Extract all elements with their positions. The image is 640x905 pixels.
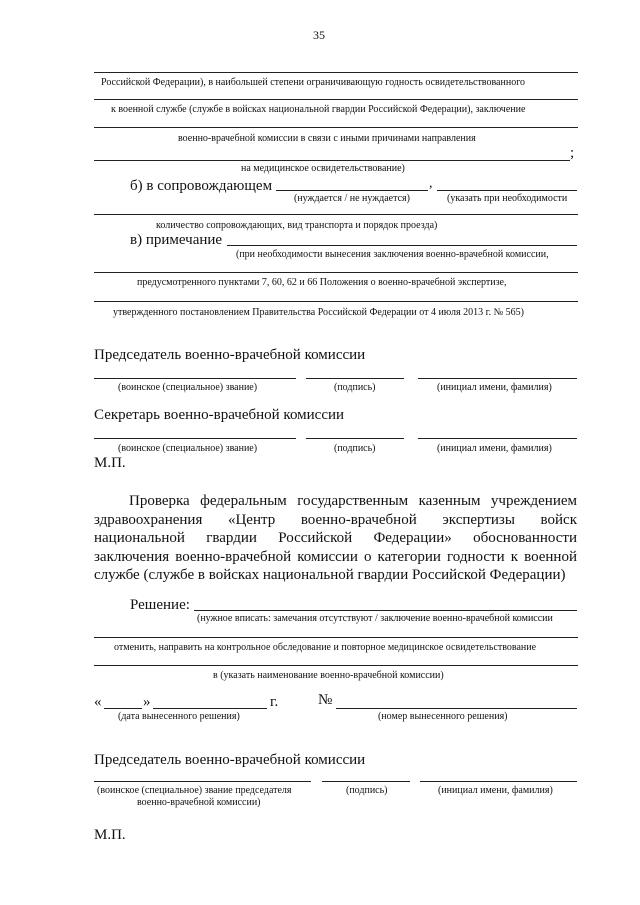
page-number: 35 xyxy=(313,28,325,42)
fill-line xyxy=(94,99,578,100)
semicolon: ; xyxy=(570,145,575,161)
item-v-hint-2: предусмотренного пунктами 7, 60, 62 и 66 Положения о военно-врачебной экспертизе, xyxy=(137,277,507,288)
item-v-hint-3: утвержденного постановлением Правительства Российской Федерации от 4 июля 2013 г. № 565) xyxy=(113,307,524,318)
chairman2-name-hint: (инициал имени, фамилия) xyxy=(438,785,553,796)
item-b-label: б) в сопровождающем xyxy=(130,178,273,194)
number-sign: № xyxy=(318,692,333,708)
fill-line[interactable] xyxy=(94,665,578,666)
year-suffix: г. xyxy=(270,694,279,710)
item-v-hint-1: (при необходимости вынесения заключения военно-врачебной комиссии, xyxy=(236,249,549,260)
secretary-signature-field[interactable] xyxy=(306,438,404,439)
secretary-title: Секретарь военно-врачебной комиссии xyxy=(94,407,345,423)
fill-line[interactable] xyxy=(94,301,578,302)
quote-open: « xyxy=(94,694,102,710)
check-paragraph-line-2: здравоохранения «Центр военно-врачебной экспертизы войск xyxy=(94,512,577,528)
fill-line[interactable] xyxy=(94,214,578,215)
chairman2-name-field[interactable] xyxy=(420,781,577,782)
chairman-name-hint: (инициал имени, фамилия) xyxy=(437,382,552,393)
decision-number-field[interactable] xyxy=(336,708,577,709)
item-b-hint-3: количество сопровождающих, вид транспорта и порядок проезда) xyxy=(156,220,438,231)
check-paragraph-line-3: национальной гвардии Российской Федерации» обоснованности xyxy=(94,530,577,546)
chairman2-signature-field[interactable] xyxy=(322,781,410,782)
month-year-field[interactable] xyxy=(153,708,267,709)
item-b-hint-2: (указать при необходимости xyxy=(447,193,568,204)
accompany-need-field[interactable] xyxy=(276,190,428,191)
chairman-signature-hint: (подпись) xyxy=(334,382,376,393)
top-text-line-4: на медицинское освидетельствование) xyxy=(241,163,405,174)
item-b-hint-1: (нуждается / не нуждается) xyxy=(294,193,410,204)
secretary-signature-hint: (подпись) xyxy=(334,443,376,454)
fill-line[interactable] xyxy=(94,637,578,638)
number-hint: (номер вынесенного решения) xyxy=(378,711,508,722)
fill-line xyxy=(94,160,570,161)
check-paragraph-line-4: заключения военно-врачебной комиссии о категории годности к военной xyxy=(94,549,577,565)
top-text-line-2: к военной службе (службе в войсках национальной гвардии Российской Федерации), заключение xyxy=(111,104,526,115)
chairman2-rank-hint-1: (воинское (специальное) звание председателя xyxy=(97,785,292,796)
chairman2-rank-field[interactable] xyxy=(94,781,311,782)
decision-field[interactable] xyxy=(194,610,577,611)
decision-hint-1: (нужное вписать: замечания отсутствуют / заключение военно-врачебной комиссии xyxy=(197,613,553,624)
decision-hint-3: в (указать наименование военно-врачебной комиссии) xyxy=(213,670,444,681)
fill-line xyxy=(94,127,578,128)
check-paragraph-line-5: службе (службе в войсках национальной гвардии Российской Федерации) xyxy=(94,567,566,583)
item-v-label: в) примечание xyxy=(130,232,223,248)
top-text-line-3: военно-врачебной комиссии в связи с иными причинами направления xyxy=(178,133,476,144)
chairman-signature-field[interactable] xyxy=(306,378,404,379)
secretary-rank-field[interactable] xyxy=(94,438,296,439)
secretary-name-hint: (инициал имени, фамилия) xyxy=(437,443,552,454)
decision-label: Решение: xyxy=(130,597,190,613)
comma: , xyxy=(429,176,433,191)
chairman-title: Председатель военно-врачебной комиссии xyxy=(94,347,366,363)
check-paragraph-line-1: Проверка федеральным государственным казенным учреждением xyxy=(129,493,577,509)
day-field[interactable] xyxy=(104,708,142,709)
secretary-rank-hint: (воинское (специальное) звание) xyxy=(118,443,258,454)
note-field[interactable] xyxy=(227,245,577,246)
stamp-place: М.П. xyxy=(94,455,126,471)
secretary-name-field[interactable] xyxy=(418,438,577,439)
chairman2-title: Председатель военно-врачебной комиссии xyxy=(94,752,366,768)
fill-line[interactable] xyxy=(94,272,578,273)
fill-line xyxy=(94,72,578,73)
chairman-name-field[interactable] xyxy=(418,378,577,379)
top-text-line-1: Российской Федерации), в наибольшей степени ограничивающую годность освидетельствованного xyxy=(101,77,526,88)
quote-close: » xyxy=(143,694,151,710)
chairman-rank-hint: (воинское (специальное) звание) xyxy=(118,382,258,393)
chairman-rank-field[interactable] xyxy=(94,378,296,379)
chairman2-rank-hint-2: военно-врачебной комиссии) xyxy=(137,797,261,808)
stamp-place-2: М.П. xyxy=(94,827,126,843)
accompany-details-field[interactable] xyxy=(437,190,577,191)
chairman2-signature-hint: (подпись) xyxy=(346,785,388,796)
date-hint: (дата вынесенного решения) xyxy=(118,711,240,722)
decision-hint-2: отменить, направить на контрольное обследование и повторное медицинское освидетельствование xyxy=(114,642,537,653)
